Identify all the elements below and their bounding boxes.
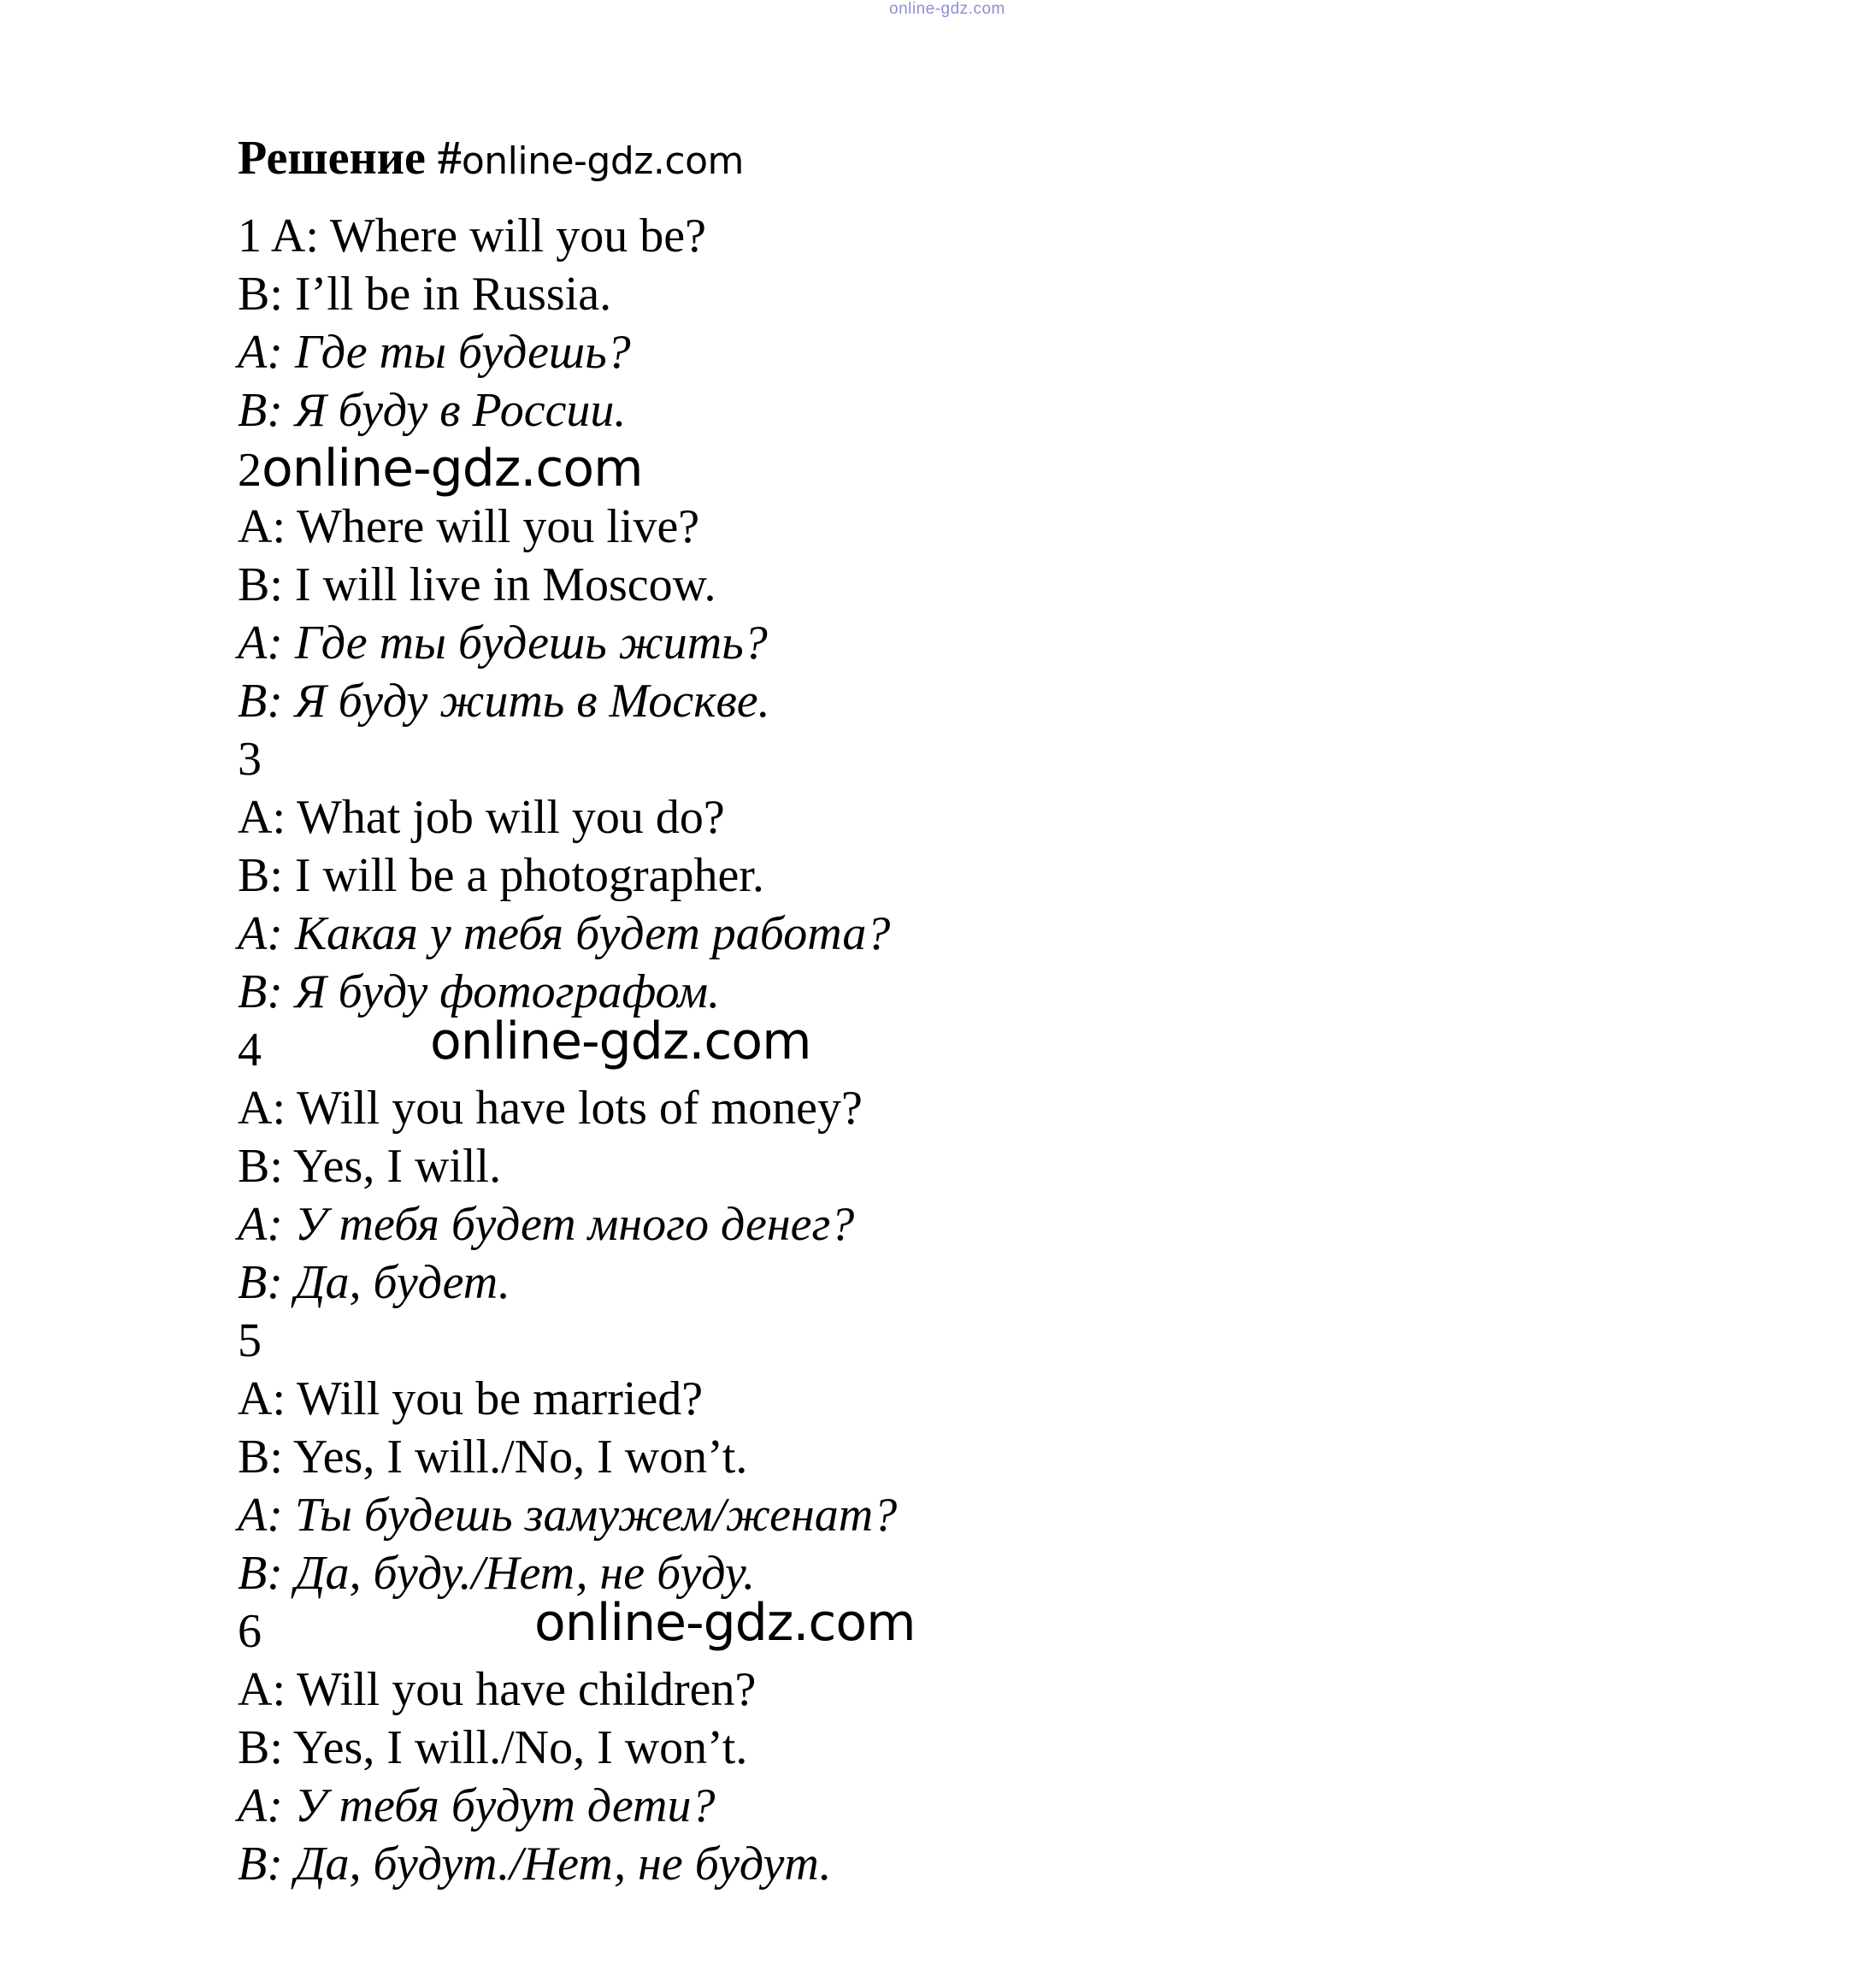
dialog-line-translation: B: Да, будут./Нет, не будут. [238,1838,832,1891]
dialog-line-translation: A: Где ты будешь жить? [238,616,768,670]
watermark: online-gdz.com [534,1593,916,1653]
dialog-line-translation: B: Я буду фотографом. [238,965,721,1018]
dialog-number: 2 [238,444,262,497]
title-text: Решение # [238,132,462,185]
dialog-line: A: Will you have lots of money? [238,1082,863,1135]
dialog-line: A: Where will you live? [238,500,700,553]
dialog-number-row [238,1012,1691,1079]
dialog-number: 5 [238,1314,262,1367]
solution-document [238,128,1691,1893]
dialog-1 [238,207,1691,439]
dialog-3 [238,730,1691,1021]
dialog-number-row [238,1593,1691,1661]
dialog-2 [238,439,1691,730]
dialog-line-translation: B: Я буду жить в Москве. [238,675,770,728]
dialog-6 [238,1593,1691,1893]
dialog-line-translation: A: Где ты будешь? [238,326,631,379]
watermark: online-gdz.com [262,439,643,498]
dialog-number: 3 [238,733,262,786]
dialog-line-translation: A: У тебя будет много денег? [238,1198,855,1251]
dialog-line: B: Yes, I will./No, I won’t. [238,1431,748,1484]
dialog-line-translation: B: Да, будет. [238,1256,510,1309]
dialog-line: B: I will live in Moscow. [238,558,716,611]
dialog-line-translation: A: Ты будешь замужем/женат? [238,1489,898,1542]
dialog-line: B: I’ll be in Russia. [238,268,612,321]
dialog-number-row [238,439,1691,498]
dialog-4 [238,1012,1691,1312]
dialog-line: A: Will you have children? [238,1663,757,1716]
dialog-line: A: Will you be married? [238,1372,704,1425]
dialog-number: 6 [238,1605,262,1658]
page-title [238,128,1691,197]
title-watermark: online-gdz.com [461,139,744,183]
dialog-line: B: I will be a photographer. [238,849,764,902]
dialog-number-row [238,730,1691,788]
dialog-5 [238,1312,1691,1602]
top-watermark: online-gdz.com [889,0,1005,18]
dialog-line: 1 A: Where will you be? [238,209,706,263]
dialog-line: A: What job will you do? [238,791,725,844]
dialog-line-translation: A: У тебя будут дети? [238,1779,716,1832]
dialog-line-translation: B: Да, буду./Нет, не буду. [238,1547,756,1600]
watermark: online-gdz.com [430,1012,811,1071]
dialog-number: 4 [238,1023,262,1077]
dialog-line-translation: B: Я буду в России. [238,384,627,437]
dialog-line-translation: A: Какая у тебя будет работа? [238,907,891,960]
dialog-line: B: Yes, I will./No, I won’t. [238,1721,748,1774]
dialog-number-row [238,1312,1691,1370]
dialog-line: B: Yes, I will. [238,1140,502,1193]
